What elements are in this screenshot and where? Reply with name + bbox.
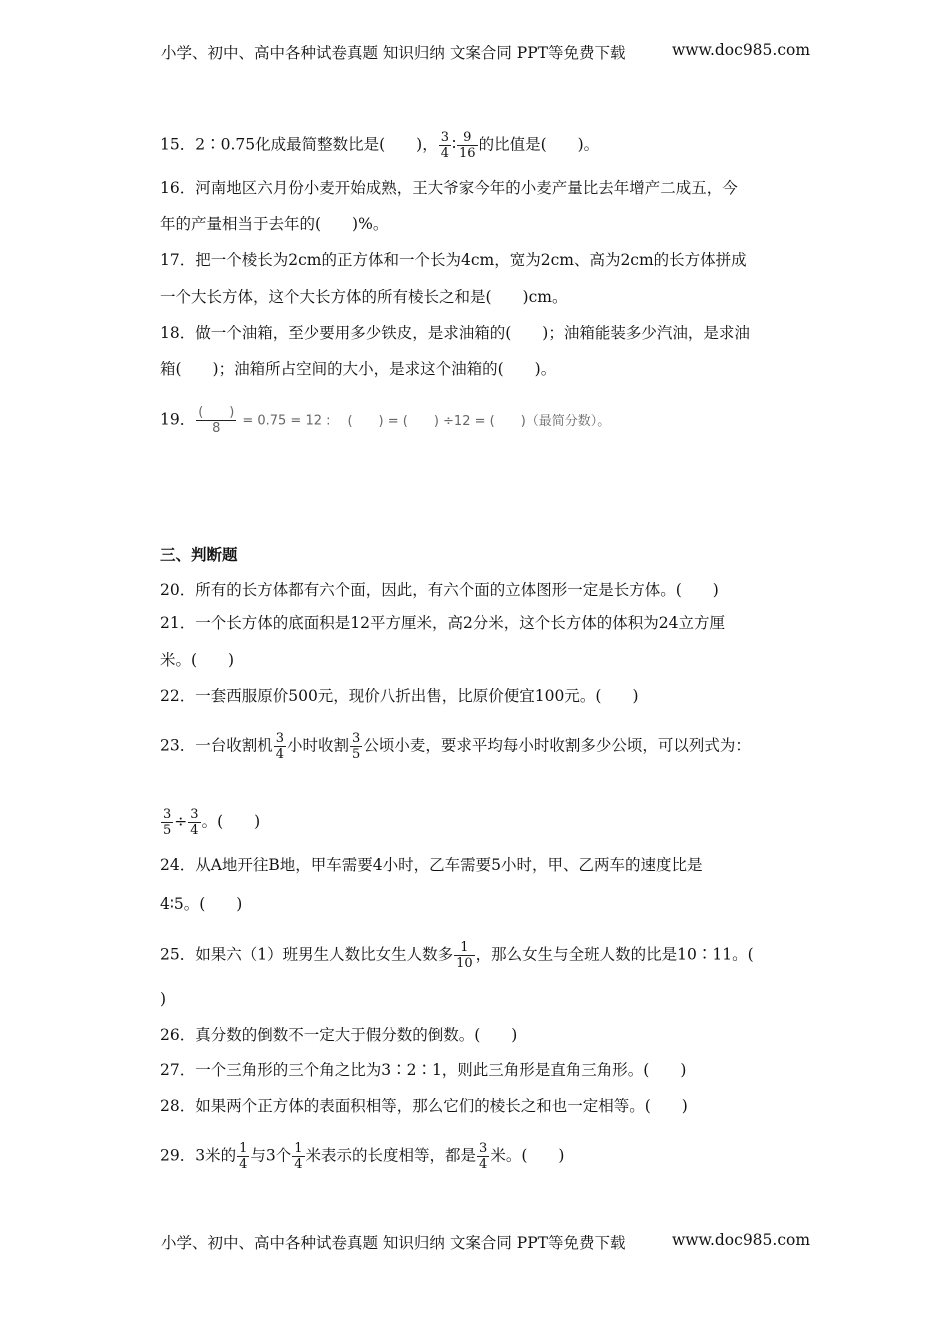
question-21-line2: 米。( ) bbox=[160, 651, 235, 669]
fraction: $\frac{3}{4}$ bbox=[275, 731, 285, 762]
question-16-line1: 16．河南地区六月份小麦开始成熟，王大爷家今年的小麦产量比去年增产二成五，今 bbox=[160, 179, 738, 197]
section-title-judgment: 三、判断题 bbox=[160, 545, 238, 564]
question-17-line2: 一个大长方体，这个大长方体的所有棱长之和是( )cm。 bbox=[160, 288, 568, 306]
question-22: 22．一套西服原价500元，现价八折出售，比原价便宜100元。( ) bbox=[160, 687, 639, 705]
question-16-line2: 年的产量相当于去年的( )%。 bbox=[160, 215, 389, 233]
question-15: 15．2∶0.75化成最简整数比是( )， $\frac{3}{4}$ ∶ $\frac{9}{16}$ 的比值是( )。 bbox=[160, 130, 600, 161]
fraction: $\frac{3}{4}$ bbox=[190, 807, 199, 838]
question-18-line2: 箱( )；油箱所占空间的大小，是求这个油箱的( )。 bbox=[160, 360, 557, 378]
question-25-line1: 25．如果六（1）班男生人数比女生人数多 $\frac{1}{10}$ ，那么女生与全班人数的比是10∶11。( bbox=[160, 940, 754, 971]
question-17-line1: 17．把一个棱长为2cm的正方体和一个长为4cm，宽为2cm、高为2cm的长方体拼成 bbox=[160, 251, 747, 269]
fraction: $\frac{1}{10}$ bbox=[456, 940, 473, 971]
fraction: $\frac{1}{4}$ bbox=[239, 1141, 248, 1172]
header-text: 小学、初中、高中各种试卷真题 知识归纳 文案合同 PPT等免费下载 bbox=[161, 44, 626, 62]
fraction: $\frac{1}{4}$ bbox=[294, 1141, 303, 1172]
question-18-line1: 18．做一个油箱，至少要用多少铁皮，是求油箱的( )；油箱能装多少汽油，是求油 bbox=[160, 324, 750, 342]
question-23-line2: $\frac{3}{5}$ ÷ $\frac{3}{4}$ 。( ) bbox=[163, 807, 261, 838]
fraction: $\frac{9}{16}$ bbox=[459, 130, 476, 161]
fraction: $\frac{3}{5}$ bbox=[352, 731, 361, 762]
fraction: $\frac{3}{5}$ bbox=[163, 807, 172, 838]
question-24-line1: 24．从A地开往B地，甲车需要4小时，乙车需要5小时，甲、乙两车的速度比是 bbox=[160, 856, 703, 874]
question-26: 26．真分数的倒数不一定大于假分数的倒数。( ) bbox=[160, 1026, 518, 1044]
question-23-line1: 23．一台收割机 $\frac{3}{4}$ 小时收割 $\frac{3}{5}$ 公顷小麦，要求平均每小时收割多少公顷，可以列式为： bbox=[160, 731, 751, 762]
question-20: 20．所有的长方体都有六个面，因此，有六个面的立体图形一定是长方体。( ) bbox=[160, 581, 719, 599]
question-19: 19． ( ) 8 = 0.75 = 12 : ( ) = ( ) ÷12 = ( )（最简分数）。 bbox=[160, 405, 611, 436]
fraction: ( ) 8 bbox=[198, 405, 235, 436]
footer-text: 小学、初中、高中各种试卷真题 知识归纳 文案合同 PPT等免费下载 bbox=[161, 1234, 626, 1252]
question-21-line1: 21．一个长方体的底面积是12平方厘米，高2分米，这个长方体的体积为24立方厘 bbox=[160, 614, 726, 632]
question-25-line2: ) bbox=[160, 990, 167, 1008]
question-24-line2: 4∶5。( ) bbox=[160, 895, 243, 913]
question-28: 28．如果两个正方体的表面积相等，那么它们的棱长之和也一定相等。( ) bbox=[160, 1097, 688, 1115]
fraction: $\frac{3}{4}$ bbox=[479, 1141, 488, 1172]
question-27: 27．一个三角形的三个角之比为3∶2∶1，则此三角形是直角三角形。( ) bbox=[160, 1061, 687, 1079]
question-29: 29．3米的 $\frac{1}{4}$ 与3个 $\frac{1}{4}$ 米表示的长度相等，都是 $\frac{3}{4}$ 米。( ) bbox=[160, 1141, 565, 1172]
fraction: $\frac{3}{4}$ bbox=[440, 130, 449, 161]
header-url: www.doc985.com bbox=[672, 41, 811, 59]
footer-url: www.doc985.com bbox=[672, 1231, 811, 1249]
